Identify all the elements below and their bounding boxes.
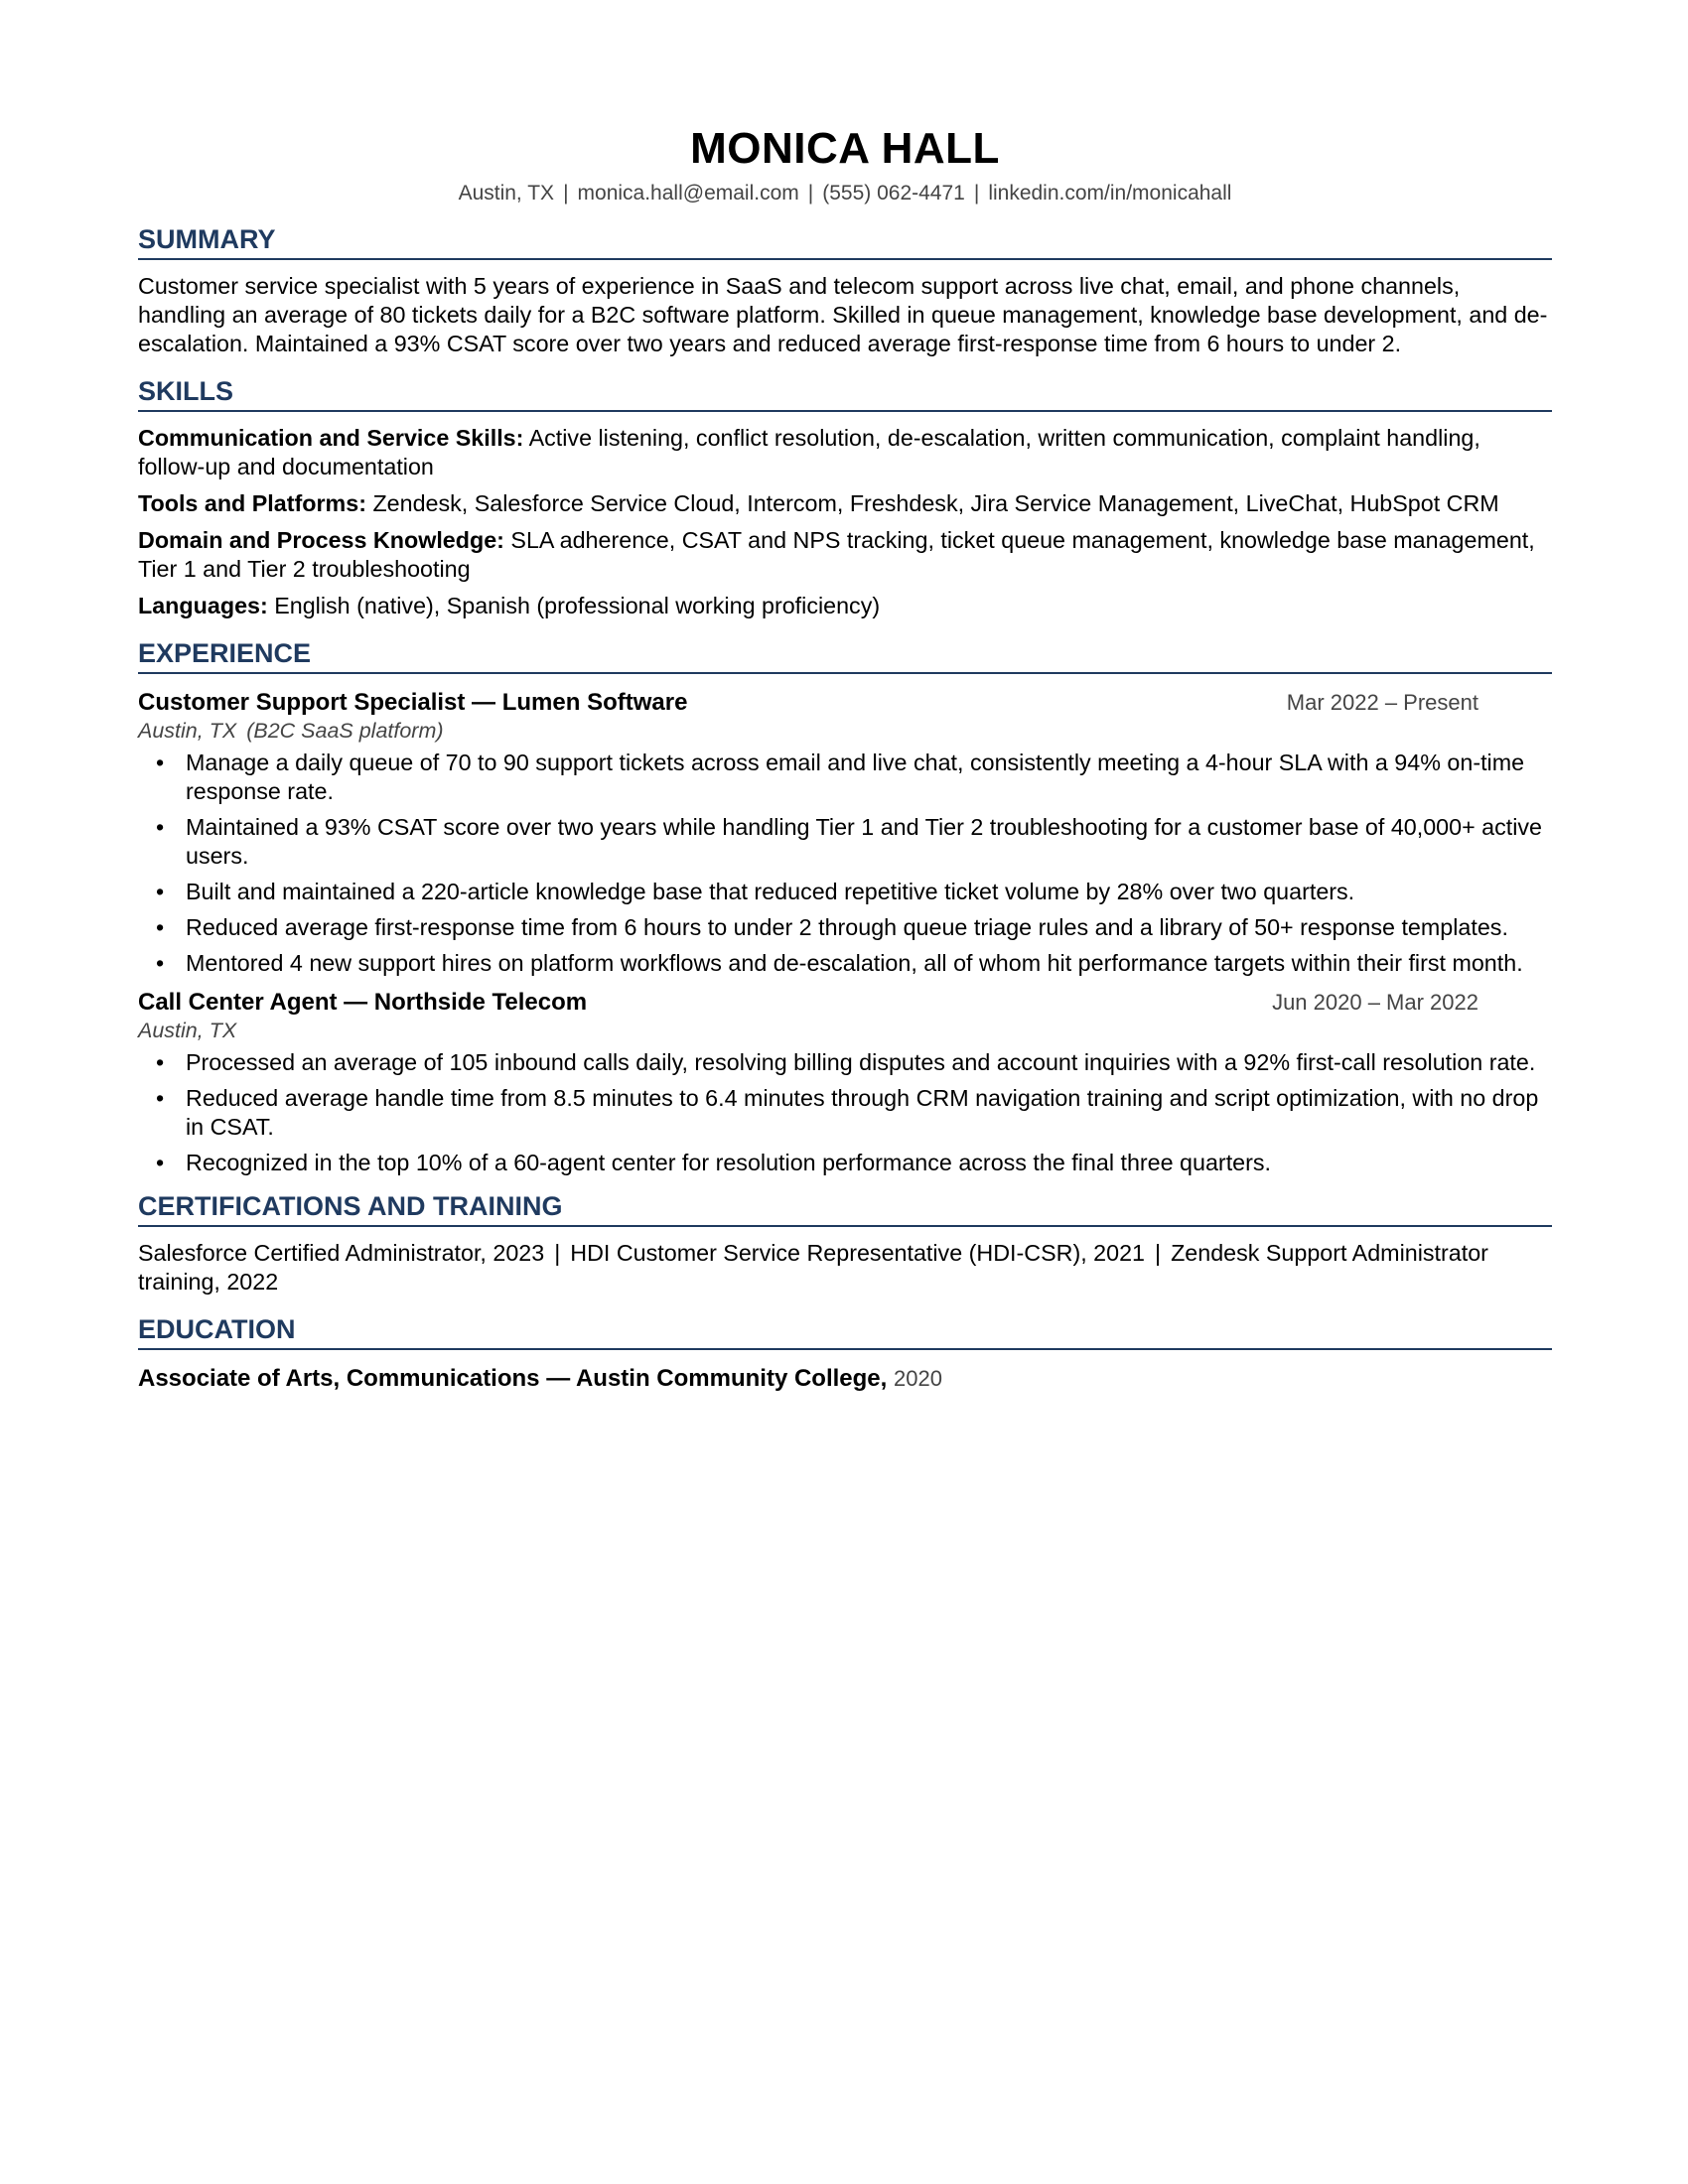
education-year: 2020 [893,1366,942,1391]
job-dates: Jun 2020 – Mar 2022 [1272,990,1478,1015]
job-location-line [138,718,1552,745]
job-dates: Mar 2022 – Present [1286,690,1478,715]
skill-value: SLA adherence, CSAT and NPS tracking, ticket queue management, knowledge base management, Tier 1 and Tier 2 troubleshooting [138,527,1535,582]
certifications-line [138,1239,1552,1297]
contact-separator: | [563,182,569,205]
skill-row [138,526,1552,584]
summary-text: Customer service specialist with 5 years of experience in SaaS and telecom support across live chat, email, and phone channels, handling an average of 80 tickets daily for a B2C software platform. Skilled in queue management, knowledge base development, and de-escalation. Maintained a 93% CSAT score over two years and reduced average first-response time from 6 hours to under 2. [138,273,1548,356]
list-item: • Recognized in the top 10% of a 60-agent center for resolution performance across the final three quarters. [138,1149,1552,1177]
job-entry [138,688,1552,978]
contact-phone: (555) 062-4471 [822,182,965,205]
skill-value: Active listening, conflict resolution, de-escalation, written communication, complaint handling, follow-up and documentation [138,425,1480,479]
section-title-certifications: CERTIFICATIONS AND TRAINING [138,1189,1552,1227]
job-title: Customer Support Specialist — Lumen Software [138,689,688,716]
section-title-summary: SUMMARY [138,222,1552,260]
education-entry [138,1364,1552,1394]
job-location-line [138,1018,1552,1044]
list-item: • Reduced average handle time from 8.5 minutes to 6.4 minutes through CRM navigation training and script optimization, with no drop in CSAT. [138,1084,1552,1142]
job-bullets [138,749,1552,978]
resume-page [138,121,1552,1394]
job-entry [138,988,1552,1177]
list-item: • Mentored 4 new support hires on platform workflows and de-escalation, all of whom hit performance targets within their first month. [138,949,1552,978]
list-item: • Manage a daily queue of 70 to 90 support tickets across email and live chat, consistently meeting a 4-hour SLA with a 94% on-time response rate. [138,749,1552,806]
list-item: • Built and maintained a 220-article knowledge base that reduced repetitive ticket volume by 28% over two quarters. [138,878,1552,906]
skill-value: English (native), Spanish (professional working proficiency) [267,593,881,618]
list-item: • Reduced average first-response time from 6 hours to under 2 through queue triage rules and a library of 50+ response templates. [138,913,1552,942]
certification-item: Salesforce Certified Administrator, 2023 [138,1240,545,1266]
job-title: Call Center Agent — Northside Telecom [138,989,588,1016]
skills-list [138,424,1552,620]
job-location: Austin, TX [138,719,237,743]
candidate-name: MONICA HALL [690,124,1000,173]
contact-line [138,179,1552,208]
section-title-experience: EXPERIENCE [138,636,1552,674]
certification-item: HDI Customer Service Representative (HDI-CSR), 2021 [570,1240,1145,1266]
certification-item: Zendesk Support Administrator training, 2022 [138,1240,1488,1295]
skill-label: Languages: [138,593,268,618]
list-item: • Processed an average of 105 inbound calls daily, resolving billing disputes and account inquiries with a 92% first-call resolution rate. [138,1048,1552,1077]
certification-separator: | [1155,1240,1162,1266]
contact-separator: | [807,182,814,205]
job-note: (B2C SaaS platform) [246,719,444,743]
section-title-education: EDUCATION [138,1312,1552,1350]
skill-value: Zendesk, Salesforce Service Cloud, Intercom, Freshdesk, Jira Service Management, LiveChat, HubSpot CRM [365,490,1499,516]
skill-label: Communication and Service Skills: [138,425,524,451]
contact-separator: | [973,182,980,205]
job-location: Austin, TX [138,1019,237,1042]
contact-linkedin[interactable]: linkedin.com/in/monicahall [988,182,1232,205]
list-item: • Maintained a 93% CSAT score over two years while handling Tier 1 and Tier 2 troubleshooting for a customer base of 40,000+ active users. [138,813,1552,871]
education-degree: Associate of Arts, Communications — Austin Community College, [138,1365,888,1392]
job-header [138,688,1552,718]
skill-row [138,592,1552,620]
contact-location: Austin, TX [458,182,555,205]
contact-email[interactable]: monica.hall@email.com [577,182,799,205]
job-header [138,988,1552,1018]
section-title-skills: SKILLS [138,374,1552,412]
skill-row [138,424,1552,481]
skill-row [138,489,1552,518]
skill-label: Tools and Platforms: [138,490,366,516]
certification-separator: | [554,1240,561,1266]
job-bullets [138,1048,1552,1177]
skill-label: Domain and Process Knowledge: [138,527,504,553]
